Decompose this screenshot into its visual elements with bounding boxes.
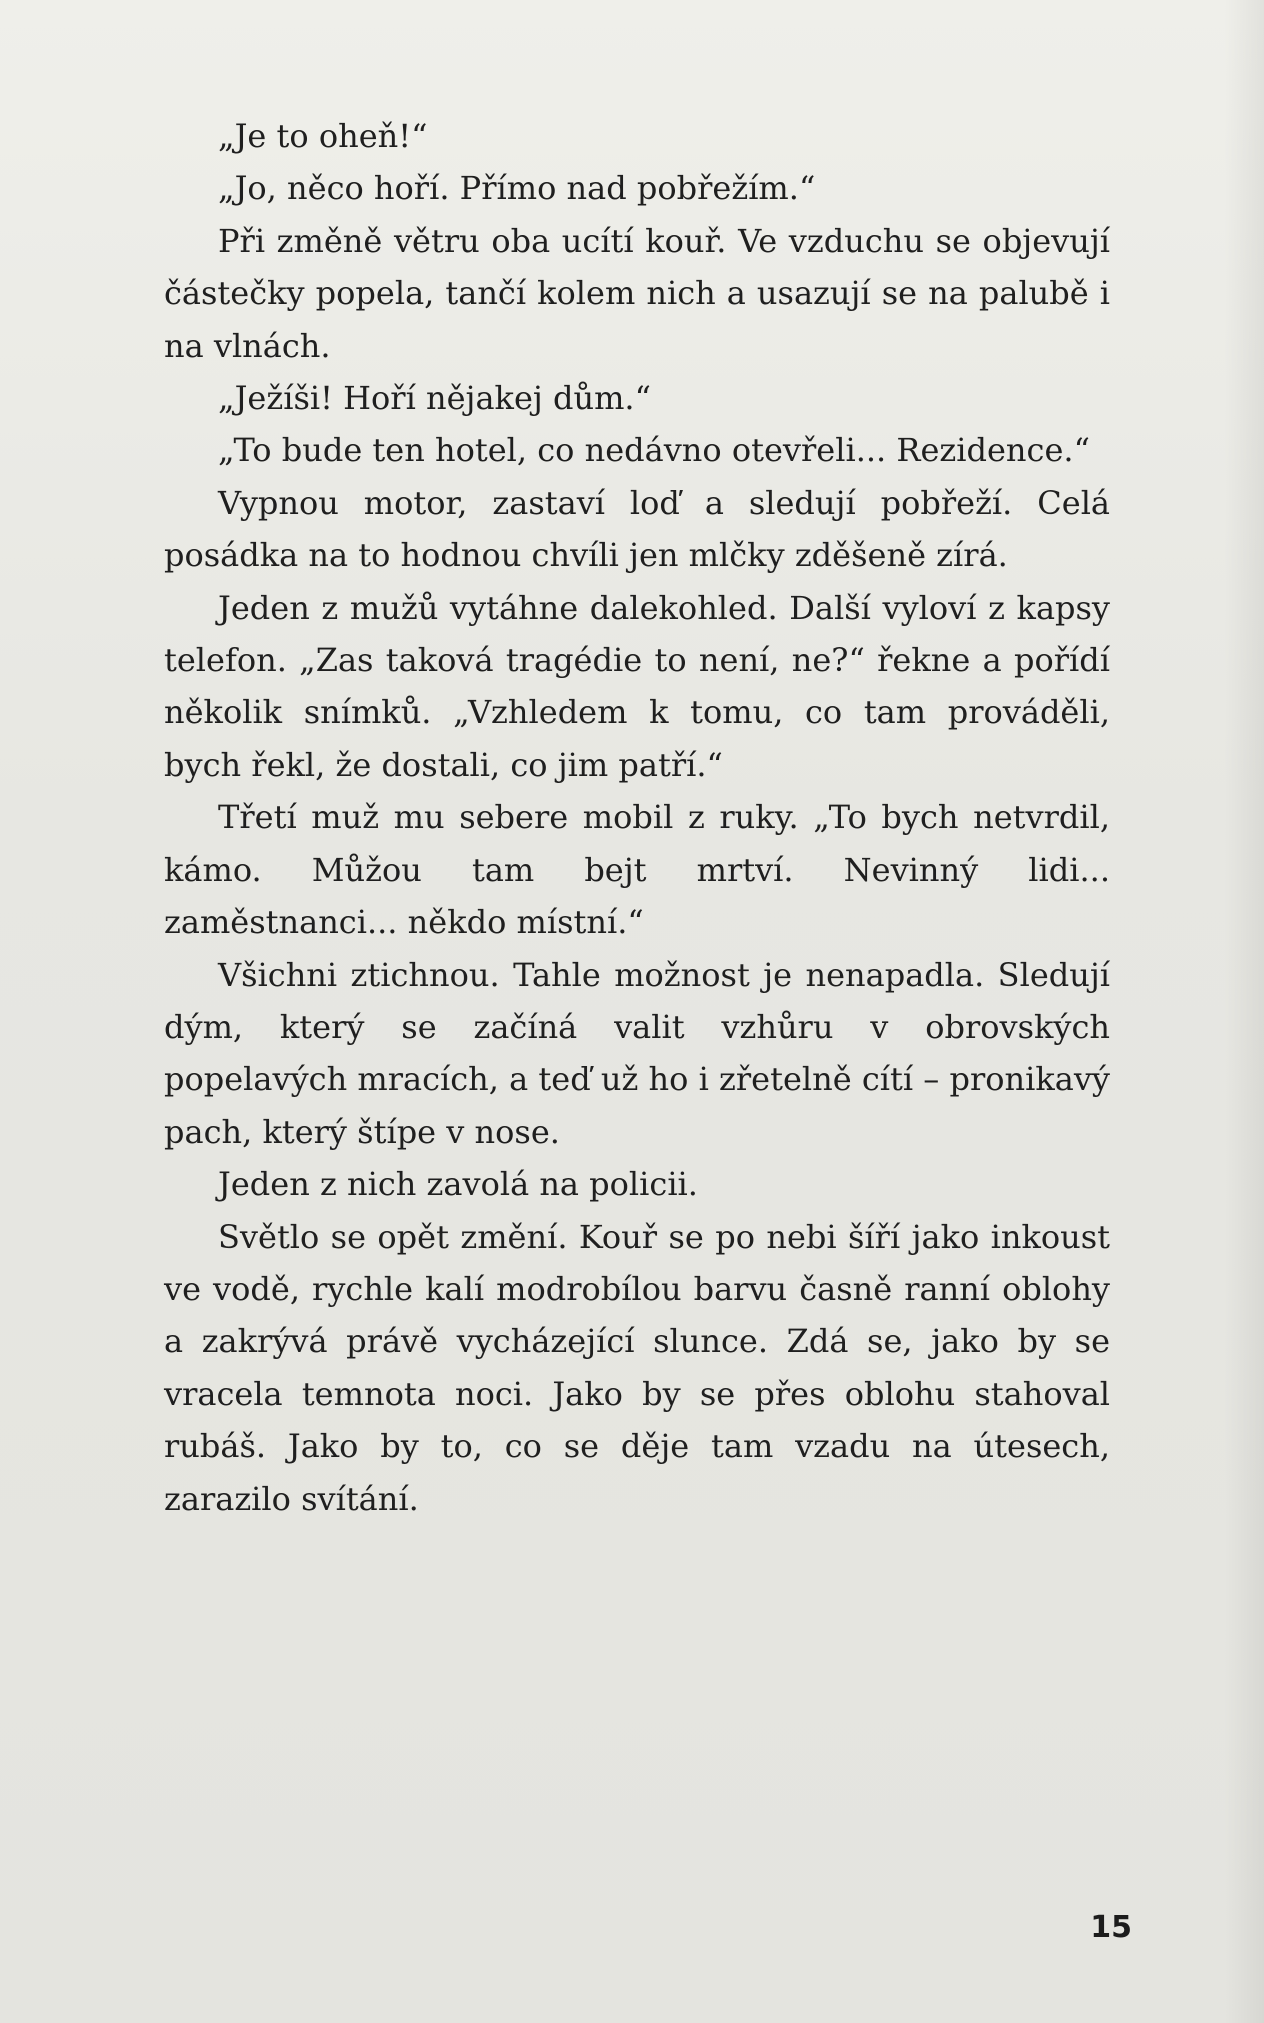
- paragraph: Vypnou motor, zastaví loď a sledují pobřeží. Celá posádka na to hodnou chvíli jen mlčky zděšeně zírá.: [164, 483, 1110, 575]
- paragraph: Jeden z nich zavolá na policii.: [218, 1165, 698, 1204]
- paragraph: „Je to oheň!“: [218, 117, 428, 155]
- paragraph: Při změně větru oba ucítí kouř. Ve vzduchu se objevují částečky popela, tančí kolem nich a usazují se na palubě i na vlnách.: [164, 221, 1110, 365]
- paragraph: Třetí muž mu sebere mobil z ruky. „To bych netvrdil, kámo. Můžou tam bejt mrtví. Nevinný lidi... zaměstnanci... někdo místní.“: [164, 798, 1110, 942]
- paragraph: „Ježíši! Hoří nějakej dům.“: [218, 379, 651, 418]
- paragraph: „To bude ten hotel, co nedávno otevřeli... Rezidence.“: [218, 431, 1090, 470]
- body-text: [164, 110, 1110, 1525]
- paragraph: Jeden z mužů vytáhne dalekohled. Další vyloví z kapsy telefon. „Zas taková tragédie to není, ne?“ řekne a pořídí několik snímků. „Vzhledem k tomu, co tam prováděli, bych řekl, že dostali, co jim patří.“: [164, 588, 1110, 784]
- paragraph: Světlo se opět změní. Kouř se po nebi šíří jako inkoust ve vodě, rychle kalí modrobílou barvu časně ranní oblohy a zakrývá právě vycházející slunce. Zdá se, jako by se vracela temnota noci. Jako by se přes oblohu stahoval rubáš. Jako by to, co se děje tam vzadu na útesech, zarazilo svítání.: [164, 1217, 1110, 1518]
- paragraph: Všichni ztichnou. Tahle možnost je nenapadla. Sledují dým, který se začíná valit vzhůru v obrovských popelavých mracích, a teď už ho i zřetelně cítí – pronikavý pach, který štípe v nose.: [164, 955, 1110, 1151]
- page-number: 15: [1090, 1910, 1132, 1945]
- paragraph: „Jo, něco hoří. Přímo nad pobřežím.“: [218, 169, 816, 208]
